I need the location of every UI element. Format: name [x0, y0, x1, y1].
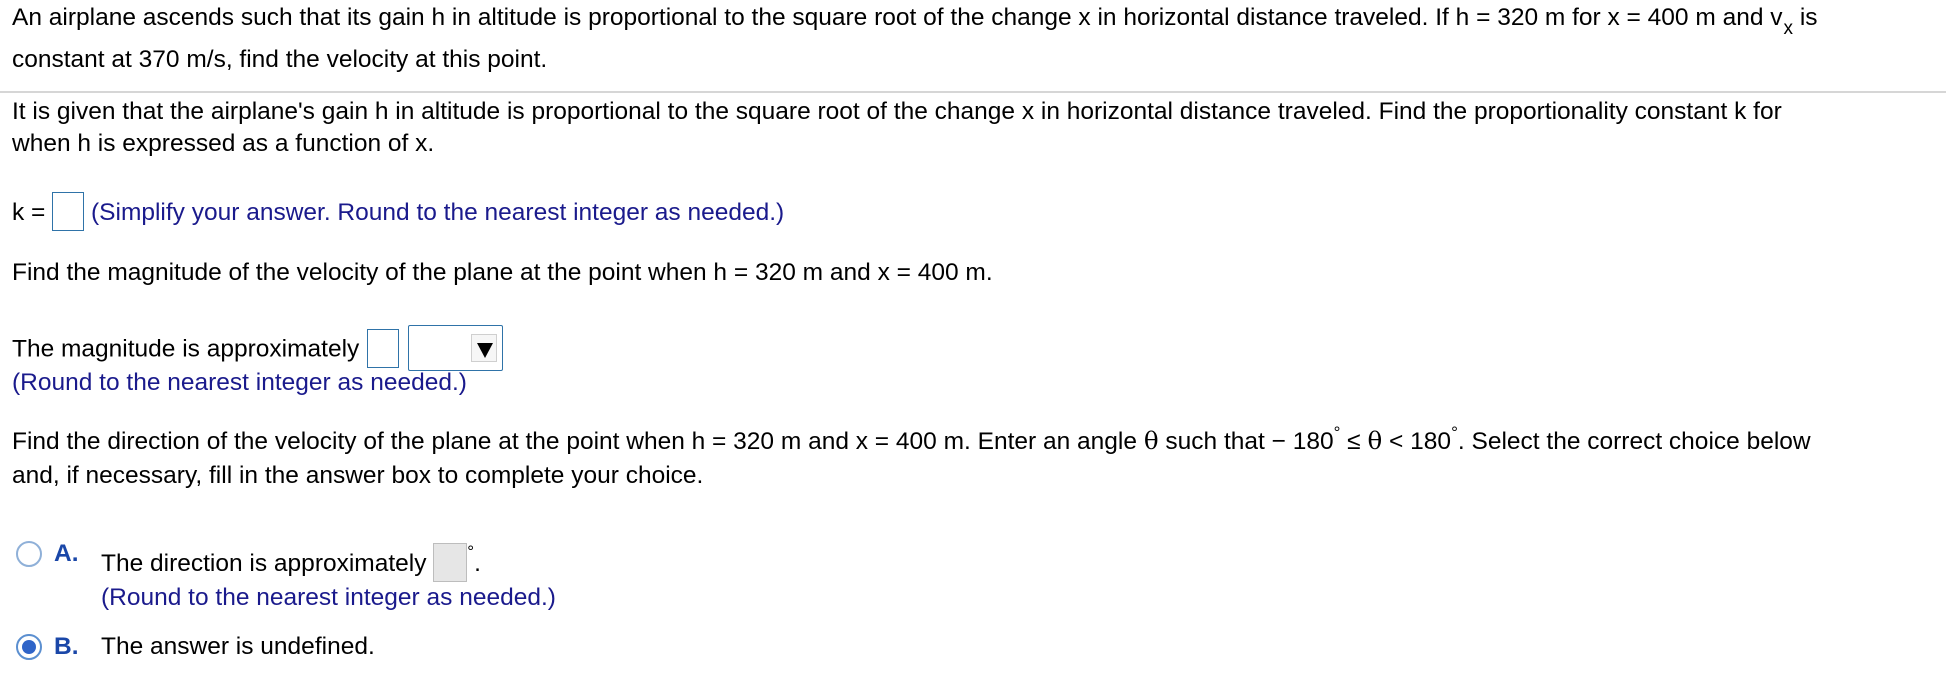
part3-question-line-1: [12, 423, 1811, 459]
section-divider: [0, 91, 1946, 93]
k-hint: (Simplify your answer. Round to the nearest integer as needed.): [91, 198, 785, 226]
choice-a-row[interactable]: [101, 541, 481, 584]
k-label: k =: [12, 198, 46, 226]
choice-a-letter[interactable]: A.: [54, 540, 79, 567]
degree-symbol: °: [1333, 423, 1341, 442]
part3-text-a: Find the direction of the velocity of the plane at the point when h = 320 m and x = 400 m. Enter an angle: [12, 428, 1144, 455]
problem-line-1: [12, 3, 1818, 39]
vx-subscript: x: [1783, 18, 1794, 39]
part1-question-line-1: It is given that the airplane's gain h in altitude is proportional to the square root of the change x in horizontal distance traveled. Find the proportionality constant k for: [12, 98, 1782, 125]
direction-degree-symbol: °: [467, 541, 475, 561]
k-answer-row: [12, 194, 784, 233]
dropdown-arrow-icon[interactable]: [471, 334, 497, 362]
direction-answer-input[interactable]: [433, 543, 467, 582]
choice-b-radio[interactable]: [16, 634, 42, 660]
magnitude-label: The magnitude is approximately: [12, 335, 360, 363]
choice-a-hint: (Round to the nearest integer as needed.): [101, 584, 556, 611]
degree-symbol-2: °: [1451, 423, 1458, 442]
problem-text-1a: An airplane ascends such that its gain h in altitude is proportional to the square root of the change x in horizontal distance traveled. If h = 320 m for x = 400 m and v: [12, 4, 1783, 31]
units-dropdown[interactable]: [408, 325, 503, 371]
part3-text-d: < 180: [1382, 428, 1452, 455]
problem-text-1b: is: [1793, 4, 1818, 31]
theta-symbol-2: θ: [1367, 426, 1383, 455]
k-answer-input[interactable]: [52, 192, 84, 231]
magnitude-answer-row: [12, 327, 503, 373]
choice-a-text: The direction is approximately: [101, 549, 427, 577]
direction-period: .: [474, 549, 481, 577]
part3-text-e: . Select the correct choice below: [1457, 428, 1811, 455]
part3-text-c: ≤: [1340, 428, 1368, 455]
part3-question-line-2: and, if necessary, fill in the answer box to complete your choice.: [12, 462, 704, 489]
choice-a-radio[interactable]: [16, 541, 42, 567]
choice-b-letter[interactable]: B.: [54, 633, 79, 660]
part1-question-line-2: when h is expressed as a function of x.: [12, 130, 435, 157]
magnitude-hint: (Round to the nearest integer as needed.): [12, 369, 467, 396]
part2-question: Find the magnitude of the velocity of the plane at the point when h = 320 m and x = 400 m.: [12, 259, 993, 286]
choice-b-text[interactable]: The answer is undefined.: [101, 633, 375, 660]
magnitude-answer-input[interactable]: [367, 329, 399, 368]
theta-symbol: θ: [1143, 426, 1159, 455]
problem-line-2: constant at 370 m/s, find the velocity at this point.: [12, 46, 548, 73]
part3-text-b: such that − 180: [1158, 428, 1334, 455]
